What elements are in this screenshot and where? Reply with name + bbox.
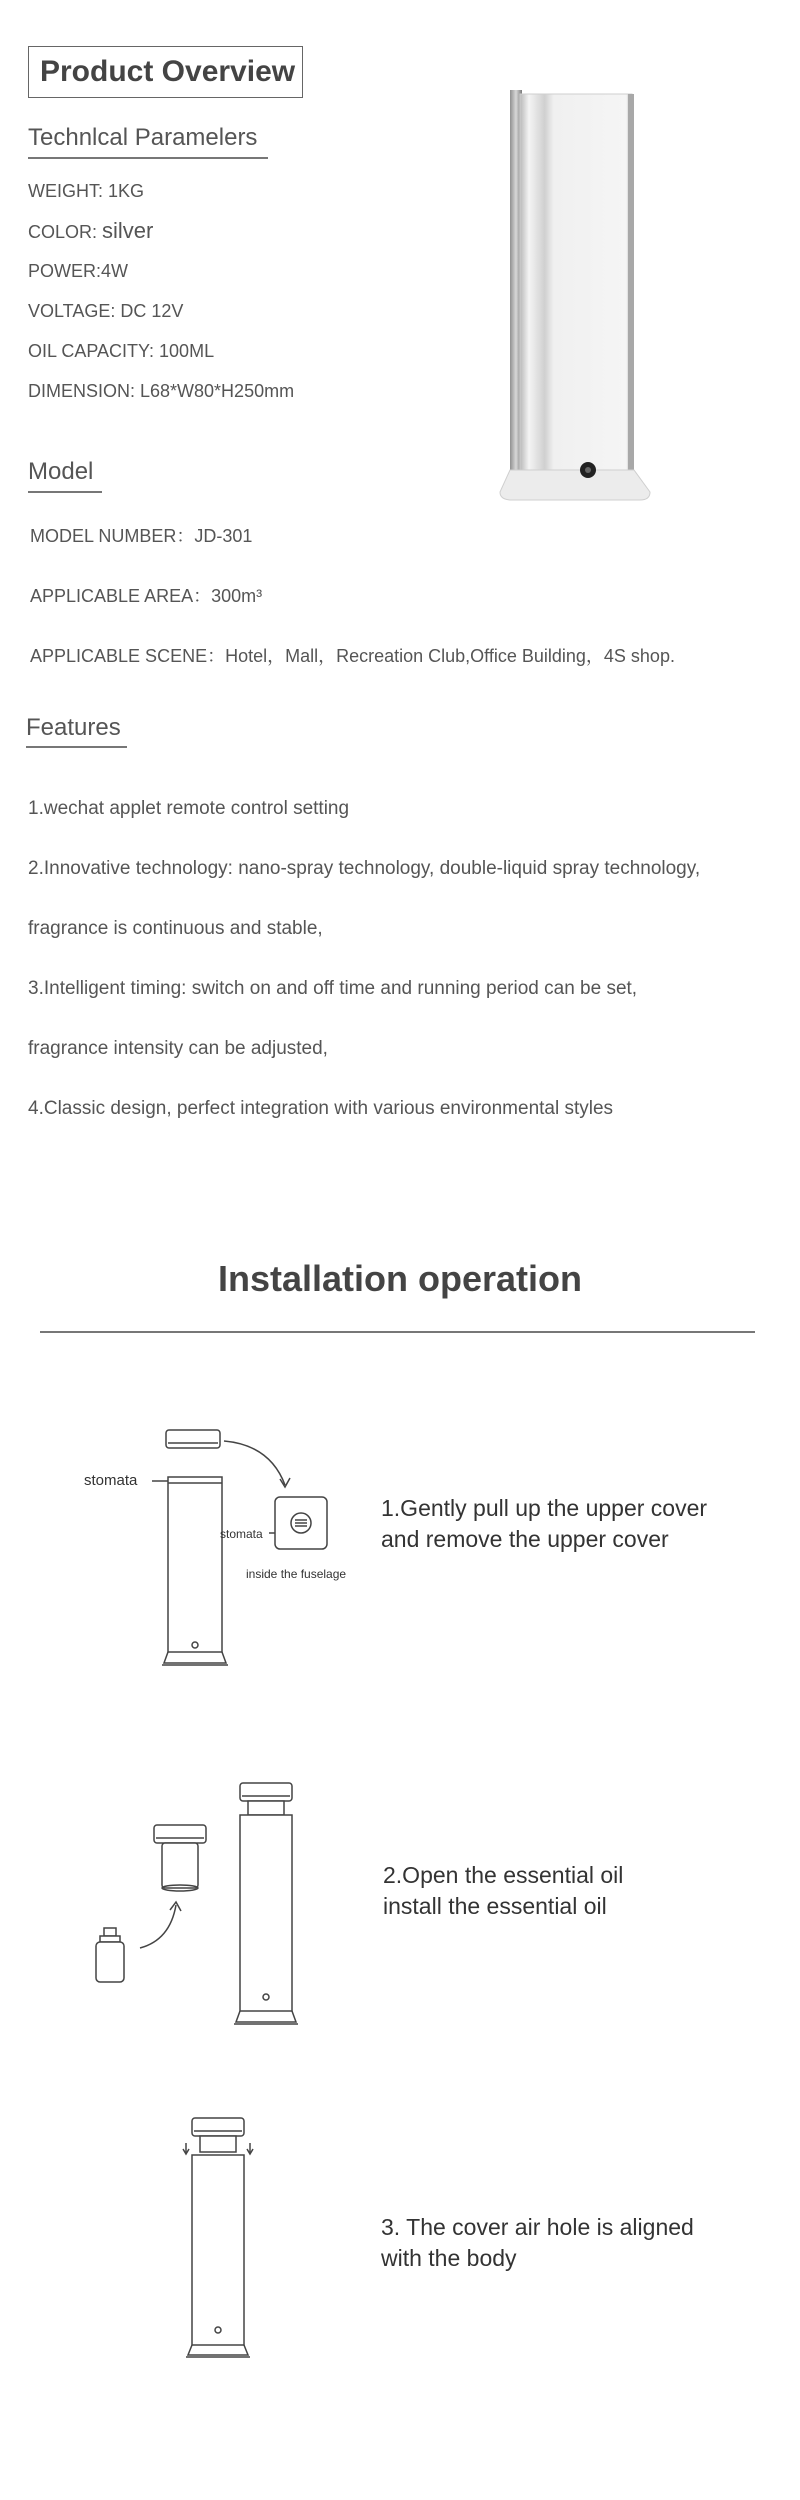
stomata-inner-label: stomata [220,1527,263,1541]
applicable-scene: APPLICABLE SCENE：Hotel，Mall，Recreation Club,Office Building，4S shop. [30,646,675,666]
feature-line: 2.Innovative technology: nano-spray technology, double-liquid spray technology, [28,858,701,879]
feature-line: fragrance intensity can be adjusted, [28,1038,328,1059]
installation-divider [40,1331,755,1333]
feature-line: fragrance is continuous and stable, [28,918,323,939]
model-number: MODEL NUMBER：JD-301 [30,526,253,546]
spec-weight: WEIGHT: 1KG [28,181,145,201]
feature-line: 4.Classic design, perfect integration with various environmental styles [28,1098,614,1119]
step1-diagram [70,1415,390,1675]
step-3-line1: 3. The cover air hole is aligned [381,2214,694,2240]
applicable-area: APPLICABLE AREA：300m³ [30,586,263,606]
step-1-line1: 1.Gently pull up the upper cover [381,1495,708,1521]
step-2-line2: install the essential oil [383,1893,607,1919]
model-underline [28,491,102,493]
technical-heading: Technlcal Paramelers [28,124,258,151]
step3-diagram [180,2115,270,2365]
step-1 [381,1493,707,1555]
product-image [490,90,660,520]
spec-color-value: silver [102,218,154,243]
features-heading: Features [26,714,121,741]
feature-line: 3.Intelligent timing: switch on and off time and running period can be set, [28,978,638,999]
inside-fuselage-label: inside the fuselage [246,1567,347,1581]
features-underline [26,746,127,748]
step2-diagram [80,1780,320,2030]
spec-color-label: COLOR: [28,222,98,242]
step-1-line2: and remove the upper cover [381,1526,669,1552]
feature-line: 1.wechat applet remote control setting [28,798,350,819]
spec-color [28,218,153,244]
page-title-text: Product Overview [40,55,296,88]
page-title [28,46,303,98]
spec-power: POWER:4W [28,261,129,281]
technical-underline [28,157,268,159]
installation-title: Installation operation [217,1258,583,1299]
stomata-label: stomata [84,1472,138,1489]
step-2 [383,1860,623,1922]
spec-voltage: VOLTAGE: DC 12V [28,301,184,321]
step-3-line2: with the body [381,2245,517,2271]
spec-dimension: DIMENSION: L68*W80*H250mm [28,381,295,401]
spec-oil-capacity: OIL CAPACITY: 100ML [28,341,215,361]
step-3 [381,2212,694,2274]
model-heading: Model [28,458,94,485]
step-2-line1: 2.Open the essential oil [383,1862,624,1888]
